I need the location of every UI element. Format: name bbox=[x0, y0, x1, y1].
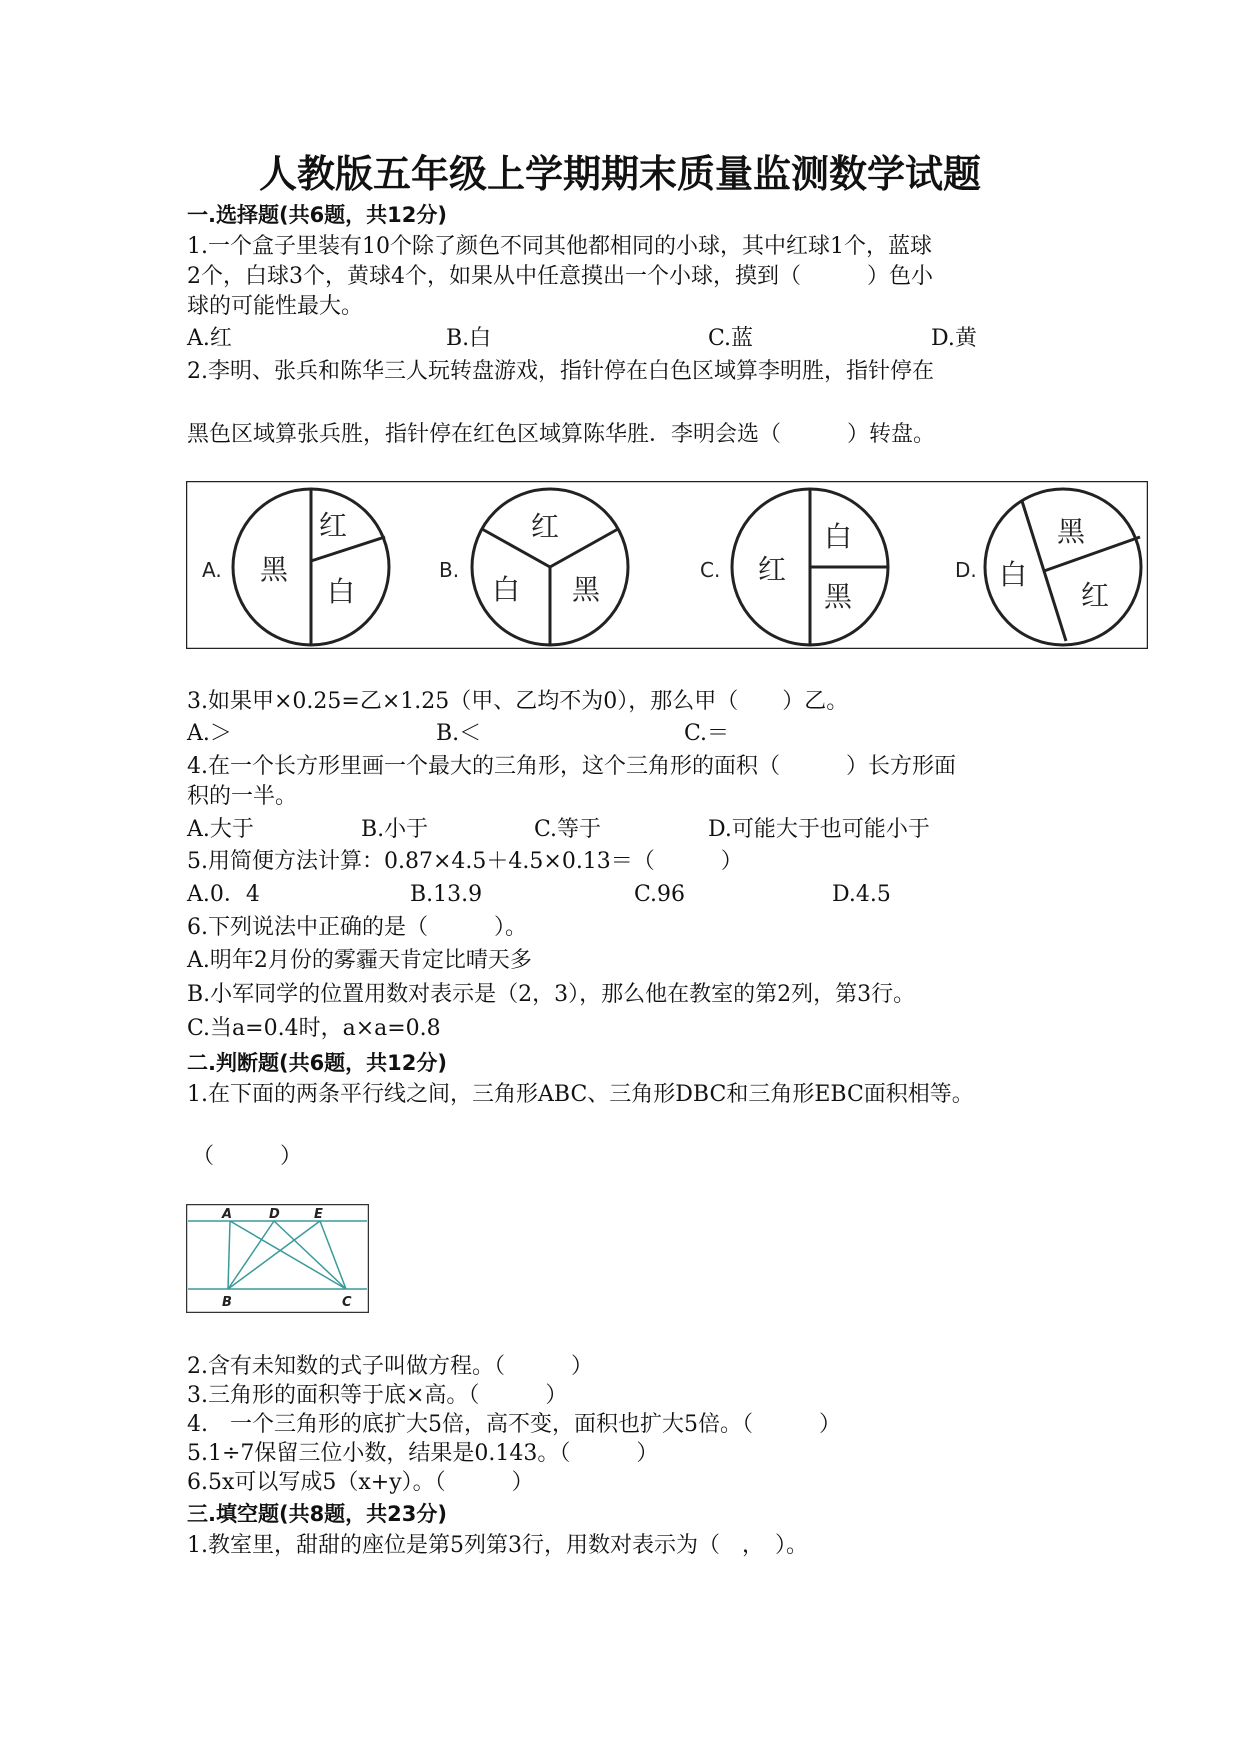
point-label: A bbox=[222, 1207, 233, 1222]
region-red: 红 bbox=[1081, 579, 1110, 612]
question-text: 6.下列说法中正确的是（ ）。 bbox=[187, 915, 527, 940]
option-d[interactable]: D.可能大于也可能小于 bbox=[708, 817, 930, 842]
question-text: 3.三角形的面积等于底×高。（ ） bbox=[187, 1383, 568, 1408]
page-title: 人教版五年级上学期期末质量监测数学试题 bbox=[258, 151, 981, 196]
spinner-figure bbox=[186, 481, 1148, 649]
option-a[interactable]: A.大于 bbox=[187, 817, 254, 842]
option-c[interactable]: C.蓝 bbox=[708, 326, 754, 351]
option-c[interactable]: C.96 bbox=[634, 882, 686, 907]
question-text: 1.教室里，甜甜的座位是第5列第3行，用数对表示为（ ， ）。 bbox=[187, 1533, 808, 1558]
spinner-label: A. bbox=[202, 558, 222, 582]
section-heading-choice: 一.选择题(共6题，共12分) bbox=[187, 203, 448, 227]
option-d[interactable]: D.黄 bbox=[931, 326, 977, 351]
option-c[interactable]: C.＝ bbox=[684, 721, 730, 746]
region-black: 黑 bbox=[260, 553, 289, 586]
question-text: 球的可能性最大。 bbox=[187, 294, 364, 319]
question-text: 黑色区域算张兵胜，指针停在红色区域算陈华胜．李明会选（ ）转盘。 bbox=[187, 422, 936, 447]
section-heading-fill: 三.填空题(共8题，共23分) bbox=[187, 1502, 448, 1526]
point-label: E bbox=[314, 1207, 323, 1222]
option-c[interactable]: C.当a=0.4时，a×a=0.8 bbox=[187, 1016, 441, 1041]
section-heading-judge: 二.判断题(共6题，共12分) bbox=[187, 1051, 448, 1075]
question-text: 4. 一个三角形的底扩大5倍，高不变，面积也扩大5倍。（ ） bbox=[187, 1412, 841, 1437]
question-text: 4.在一个长方形里画一个最大的三角形，这个三角形的面积（ ）长方形面 bbox=[187, 754, 956, 779]
question-text: 2个，白球3个，黄球4个，如果从中任意摸出一个小球，摸到（ ）色小 bbox=[187, 264, 933, 289]
option-b[interactable]: B.＜ bbox=[436, 721, 482, 746]
region-white: 白 bbox=[492, 573, 521, 606]
parallel-lines-figure bbox=[186, 1204, 369, 1313]
region-red: 红 bbox=[319, 509, 348, 542]
region-black: 黑 bbox=[1057, 515, 1086, 548]
question-text: 积的一半。 bbox=[187, 784, 298, 809]
question-text: 1.一个盒子里装有10个除了颜色不同其他都相同的小球，其中红球1个，蓝球 bbox=[187, 234, 932, 259]
option-b[interactable]: B.小于 bbox=[361, 817, 429, 842]
option-b[interactable]: B.13.9 bbox=[410, 882, 483, 907]
option-b[interactable]: B.小军同学的位置用数对表示是（2，3），那么他在教室的第2列，第3行。 bbox=[187, 982, 916, 1007]
point-label: B bbox=[222, 1295, 232, 1310]
region-white: 白 bbox=[824, 520, 853, 553]
region-red: 红 bbox=[758, 553, 787, 586]
spinner-label: D. bbox=[955, 558, 977, 582]
answer-blank[interactable]: （ ） bbox=[192, 1144, 303, 1169]
question-text: 1.在下面的两条平行线之间，三角形ABC、三角形DBC和三角形EBC面积相等。 bbox=[187, 1082, 974, 1107]
point-label: D bbox=[269, 1207, 280, 1222]
region-red: 红 bbox=[531, 510, 560, 543]
option-b[interactable]: B.白 bbox=[446, 326, 492, 351]
question-text: 6.5x可以写成5（x+y）。（ ） bbox=[187, 1470, 534, 1495]
question-text: 5.用简便方法计算：0.87×4.5＋4.5×0.13＝（ ） bbox=[187, 849, 743, 874]
spinner-label: B. bbox=[439, 558, 460, 582]
region-black: 黑 bbox=[824, 580, 853, 613]
region-white: 白 bbox=[999, 558, 1028, 591]
question-text: 2.含有未知数的式子叫做方程。（ ） bbox=[187, 1354, 593, 1379]
option-a[interactable]: A.0．4 bbox=[187, 882, 260, 907]
spinner-label: C. bbox=[700, 558, 721, 582]
point-label: C bbox=[342, 1295, 352, 1310]
option-c[interactable]: C.等于 bbox=[534, 817, 602, 842]
region-white: 白 bbox=[327, 575, 356, 608]
question-text: 5.1÷7保留三位小数，结果是0.143。（ ） bbox=[187, 1441, 659, 1466]
option-d[interactable]: D.4.5 bbox=[832, 882, 891, 907]
region-black: 黑 bbox=[572, 573, 601, 606]
option-a[interactable]: A.红 bbox=[187, 326, 232, 351]
question-text: 3.如果甲×0.25=乙×1.25（甲、乙均不为0），那么甲（ ）乙。 bbox=[187, 689, 849, 714]
option-a[interactable]: A.＞ bbox=[187, 721, 232, 746]
question-text: 2.李明、张兵和陈华三人玩转盘游戏，指针停在白色区域算李明胜，指针停在 bbox=[187, 359, 934, 384]
option-a[interactable]: A.明年2月份的雾霾天肯定比晴天多 bbox=[187, 948, 532, 973]
